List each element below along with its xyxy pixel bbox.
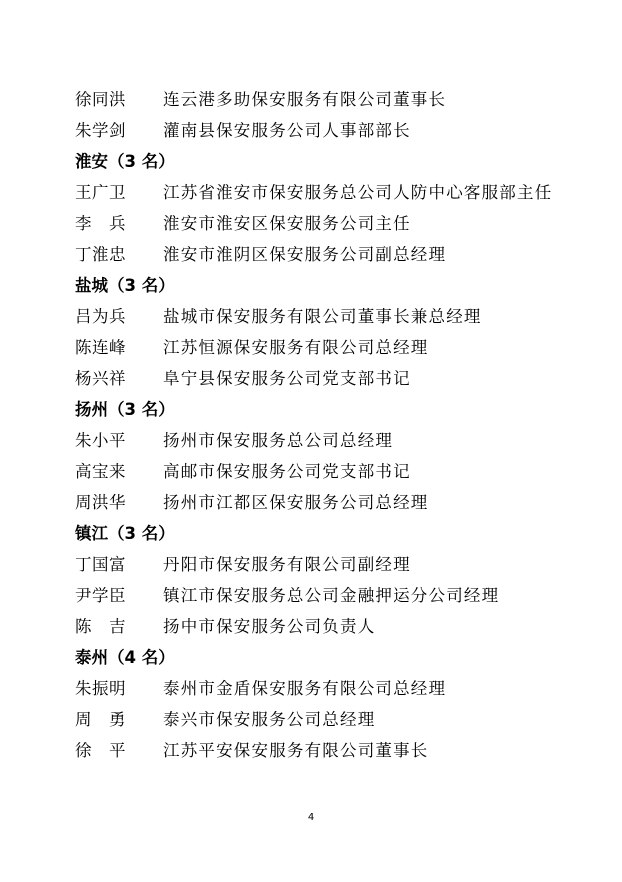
person-name: 陈连峰	[75, 338, 126, 357]
list-item	[75, 366, 411, 392]
person-name: 周 勇	[75, 710, 126, 729]
person-name: 朱振明	[75, 679, 126, 698]
person-title: 泰兴市保安服务公司总经理	[163, 710, 376, 729]
list-item	[75, 676, 446, 702]
list-item	[75, 614, 375, 640]
person-title: 淮安市淮安区保安服务公司主任	[163, 214, 411, 233]
list-item	[75, 583, 499, 609]
list-item	[75, 87, 446, 113]
person-name: 徐同洪	[75, 90, 126, 109]
person-title: 淮安市淮阴区保安服务公司副总经理	[163, 245, 447, 264]
person-name: 周洪华	[75, 493, 126, 512]
person-name: 吕为兵	[75, 307, 126, 326]
person-name: 李 兵	[75, 214, 126, 233]
person-title: 盐城市保安服务有限公司董事长兼总经理	[163, 307, 482, 326]
person-name: 徐 平	[75, 741, 126, 760]
person-title: 江苏平安保安服务有限公司董事长	[163, 741, 429, 760]
list-item	[75, 428, 393, 454]
person-title: 镇江市保安服务总公司金融押运分公司经理	[163, 586, 500, 605]
list-item	[75, 490, 429, 516]
person-title: 扬州市江都区保安服务公司总经理	[163, 493, 429, 512]
list-item	[75, 118, 411, 144]
person-title: 扬州市保安服务总公司总经理	[163, 431, 394, 450]
person-name: 朱小平	[75, 431, 126, 450]
list-item	[75, 180, 552, 206]
page-number: 4	[307, 812, 315, 823]
person-name: 朱学剑	[75, 121, 126, 140]
section-heading: 盐城（3 名）	[75, 276, 175, 295]
list-item	[75, 335, 429, 361]
person-title: 江苏省淮安市保安服务总公司人防中心客服部主任	[163, 183, 553, 202]
person-name: 高宝来	[75, 462, 126, 481]
list-item	[75, 242, 446, 268]
person-name: 陈 吉	[75, 617, 126, 636]
person-title: 泰州市金盾保安服务有限公司总经理	[163, 679, 447, 698]
section-heading: 泰州（4 名）	[75, 648, 175, 667]
list-item	[75, 707, 375, 733]
section-heading: 扬州（3 名）	[75, 400, 175, 419]
person-title: 丹阳市保安服务有限公司副经理	[163, 555, 411, 574]
person-name: 王广卫	[75, 183, 126, 202]
list-item	[75, 738, 429, 764]
person-title: 连云港多助保安服务有限公司董事长	[163, 90, 447, 109]
person-name: 丁淮忠	[75, 245, 126, 264]
person-title: 扬中市保安服务公司负责人	[163, 617, 376, 636]
list-item	[75, 211, 411, 237]
list-item	[75, 552, 411, 578]
person-name: 尹学臣	[75, 586, 126, 605]
person-title: 阜宁县保安服务公司党支部书记	[163, 369, 411, 388]
list-item	[75, 304, 482, 330]
person-title: 灌南县保安服务公司人事部部长	[163, 121, 411, 140]
list-item	[75, 459, 411, 485]
person-title: 高邮市保安服务公司党支部书记	[163, 462, 411, 481]
person-name: 丁国富	[75, 555, 126, 574]
section-heading: 镇江（3 名）	[75, 524, 175, 543]
person-name: 杨兴祥	[75, 369, 126, 388]
section-heading: 淮安（3 名）	[75, 152, 175, 171]
person-title: 江苏恒源保安服务有限公司总经理	[163, 338, 429, 357]
